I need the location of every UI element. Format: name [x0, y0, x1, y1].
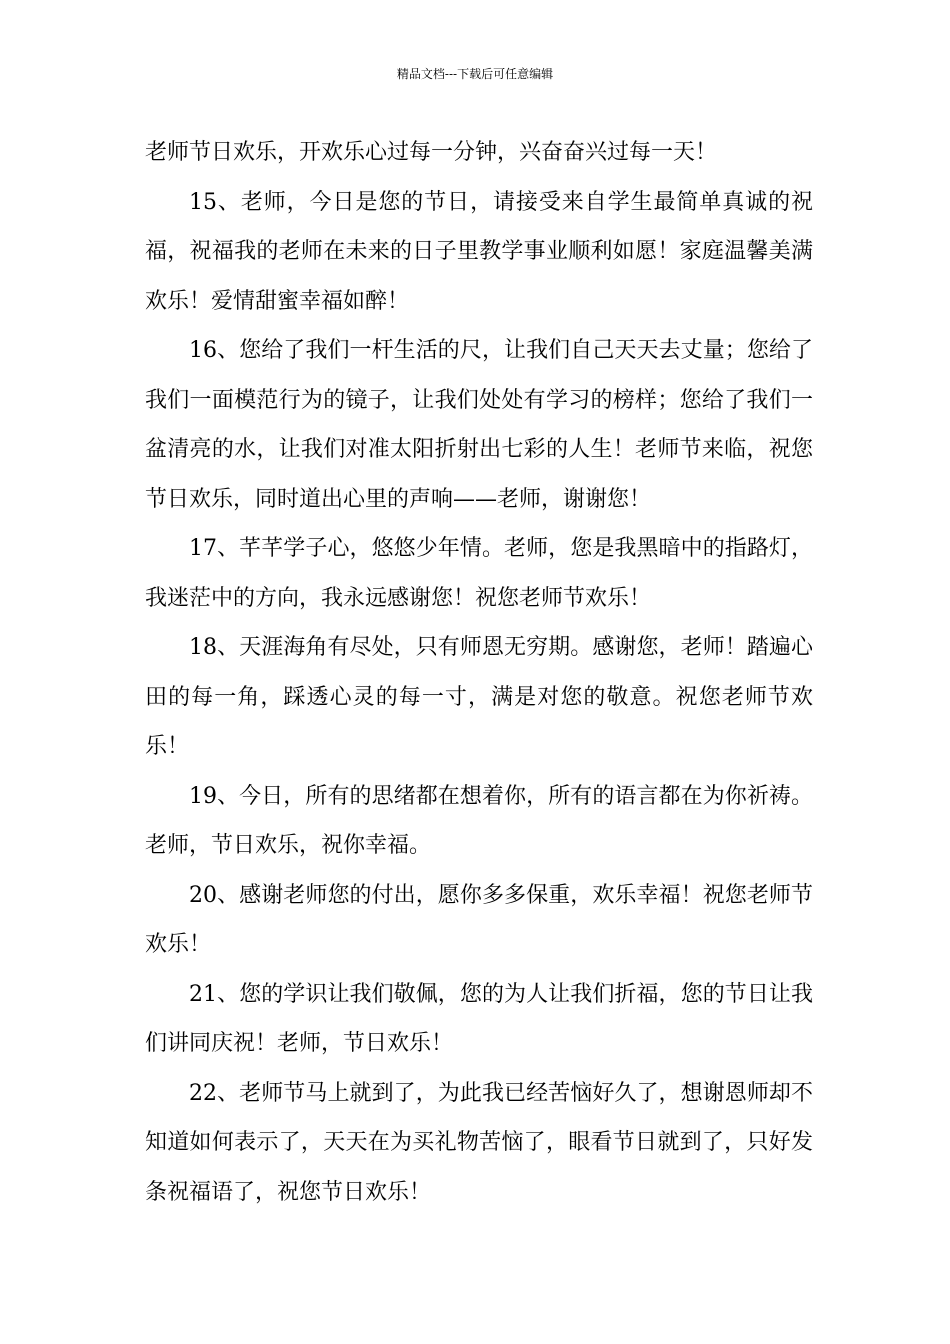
page-header: 精品文档---下载后可任意编辑	[396, 67, 554, 81]
paragraph-16: 16、您给了我们一杆生活的尺，让我们自己天天去丈量；您给了我们一面模范行为的镜子，让我们处处有学习的榜样；您给了我们一盆清亮的水，让我们对准太阳折射出七彩的人生！老师节来临，祝您节日欢乐，同时道出心里的声响——老师，谢谢您！	[145, 338, 813, 512]
paragraph-19: 19、今日，所有的思绪都在想着你，所有的语言都在为你祈祷。老师，节日欢乐，祝你幸福。	[145, 783, 813, 858]
paragraph-17: 17、芊芊学子心，悠悠少年情。老师，您是我黑暗中的指路灯，我迷茫中的方向，我永远感谢您！祝您老师节欢乐！	[145, 536, 813, 611]
paragraph-21: 21、您的学识让我们敬佩，您的为人让我们折福，您的节日让我们讲同庆祝！老师，节日欢乐！	[145, 981, 813, 1056]
paragraph-20: 20、感谢老师您的付出，愿你多多保重，欢乐幸福！祝您老师节欢乐！	[145, 882, 813, 957]
paragraph-18: 18、天涯海角有尽处，只有师恩无穷期。感谢您，老师！踏遍心田的每一角，踩透心灵的每一寸，满是对您的敬意。祝您老师节欢乐！	[145, 635, 813, 759]
paragraph-continuation: 老师节日欢乐，开欢乐心过每一分钟，兴奋奋兴过每一天！	[145, 140, 718, 165]
document-body	[145, 128, 813, 1217]
paragraph-22: 22、老师节马上就到了，为此我已经苦恼好久了，想谢恩师却不知道如何表示了，天天在为买礼物苦恼了，眼看节日就到了，只好发条祝福语了，祝您节日欢乐！	[145, 1080, 813, 1205]
paragraph-15: 15、老师，今日是您的节日，请接受来自学生最简单真诚的祝福，祝福我的老师在未来的日子里教学事业顺利如愿！家庭温馨美满欢乐！爱情甜蜜幸福如醉！	[145, 189, 813, 314]
